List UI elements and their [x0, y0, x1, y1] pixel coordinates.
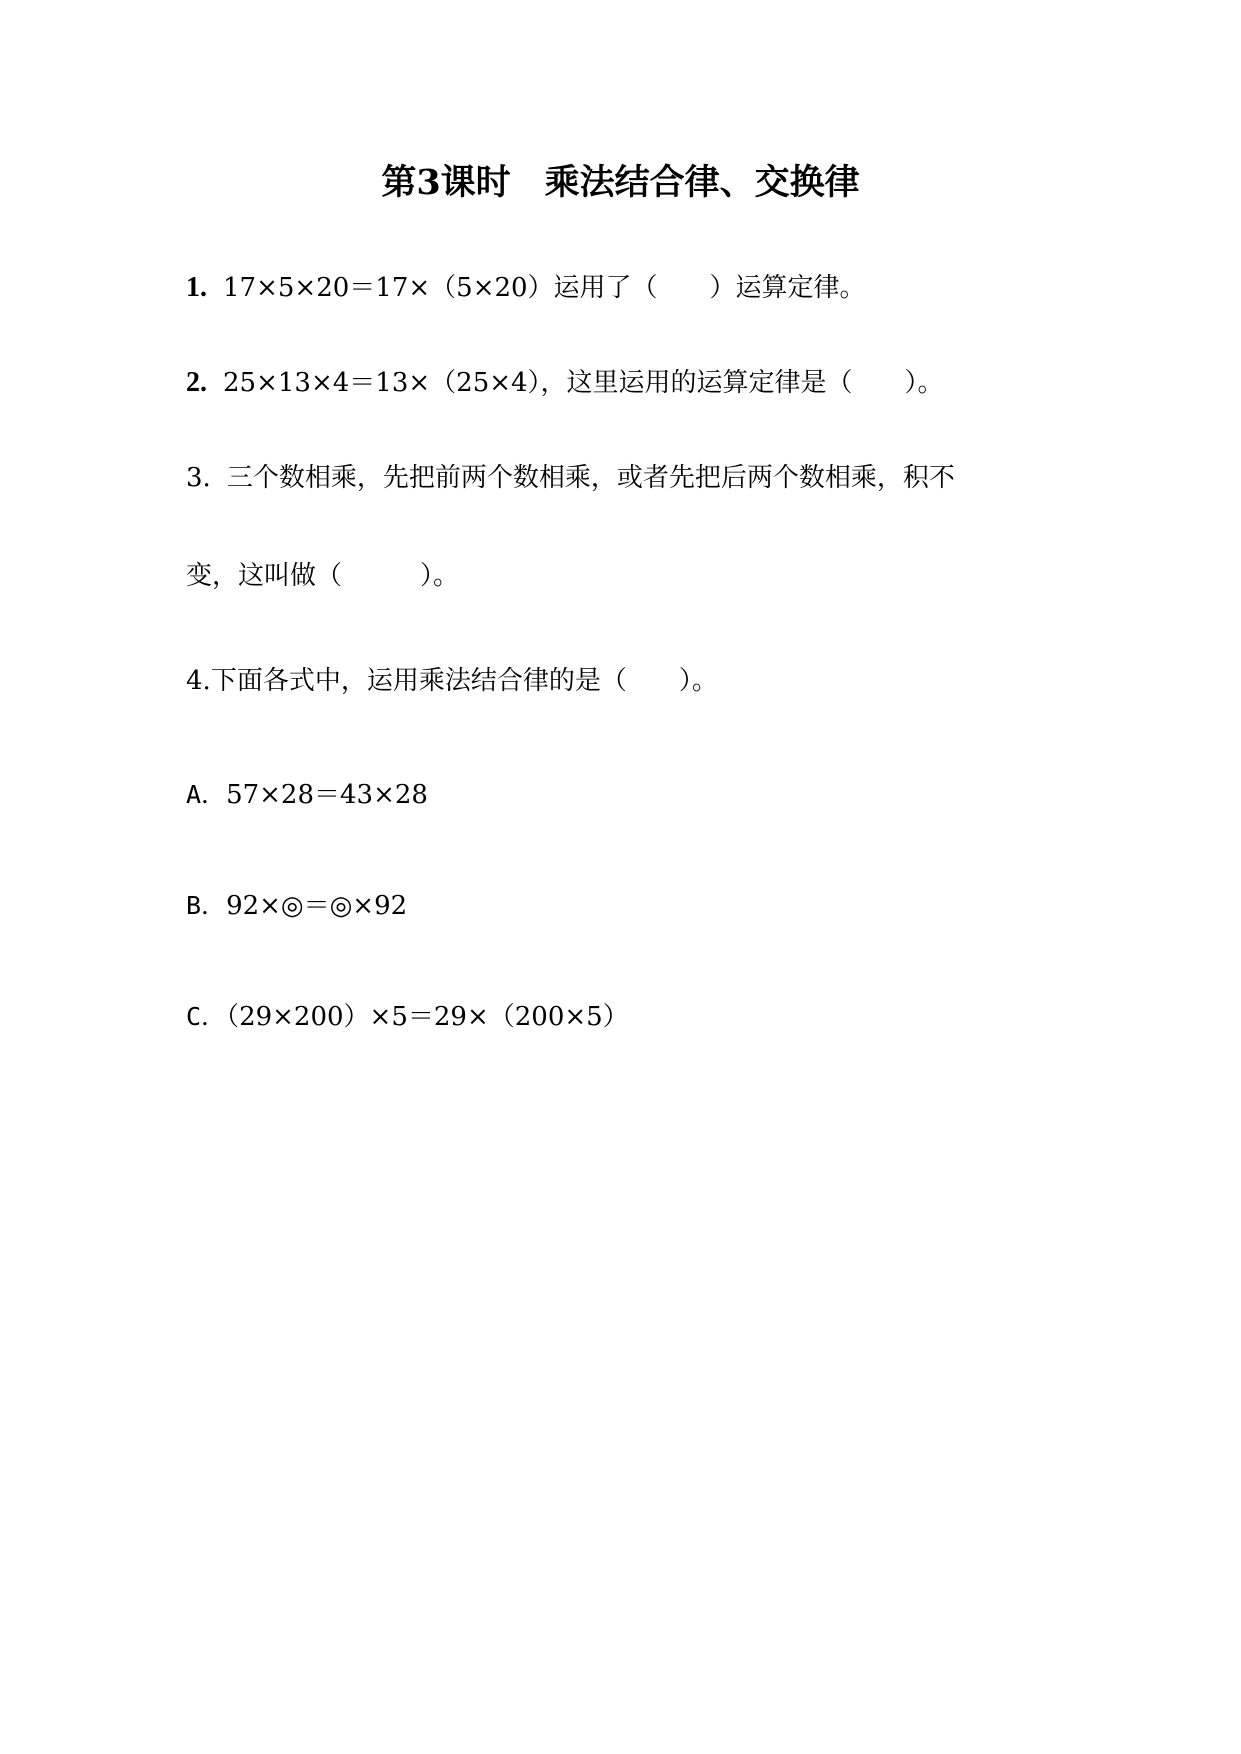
question-2 [186, 365, 944, 401]
option-label: A． [186, 780, 227, 809]
option-a [186, 777, 428, 813]
question-number: 4. [186, 666, 211, 696]
option-label: B． [186, 891, 227, 920]
option-b [186, 888, 407, 924]
question-number: 1. [186, 272, 207, 303]
question-text: 三个数相乘，先把前两个数相乘，或者先把后两个数相乘，积不 [226, 463, 955, 493]
question-4 [186, 663, 718, 699]
question-3 [186, 460, 955, 496]
question-text: 变，这叫做（ ）。 [186, 561, 460, 591]
question-text: 17×5×20＝17×（5×20）运用了（ ）运算定律。 [223, 273, 866, 303]
question-text: 25×13×4＝13×（25×4），这里运用的运算定律是（ ）。 [223, 368, 944, 398]
lesson-topic: 乘法结合律、交换律 [544, 162, 860, 203]
question-number: 2. [186, 367, 207, 398]
question-1 [186, 270, 866, 306]
question-number: 3. [186, 463, 211, 493]
option-text: 92×◎＝◎×92 [226, 891, 408, 921]
page-title [0, 160, 1241, 206]
question-3-continued [186, 558, 459, 594]
option-label: C． [186, 1002, 227, 1031]
lesson-number: 第3课时 [381, 162, 511, 203]
question-text: 下面各式中，运用乘法结合律的是（ ）。 [210, 666, 718, 696]
option-text: （29×200）×5＝29×（200×5） [226, 1002, 629, 1032]
option-text: 57×28＝43×28 [226, 780, 428, 810]
option-c [186, 999, 629, 1035]
